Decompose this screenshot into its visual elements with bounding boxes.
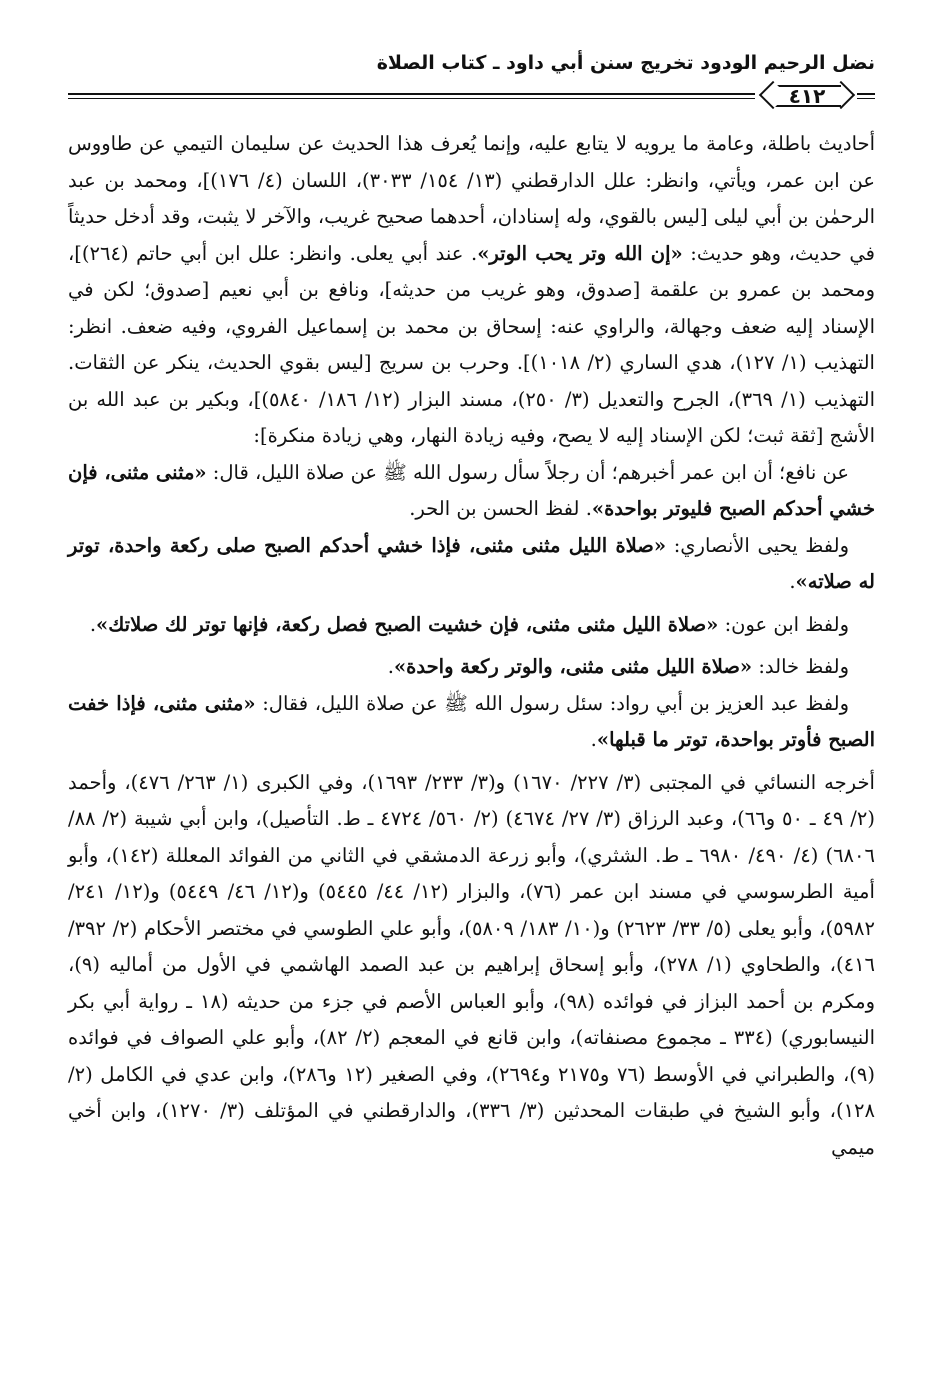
text-segment: أخرجه النسائي في المجتبى (٣/ ٢٢٧/ ١٦٧٠) و(٣/ ٢٣٣/ ١٦٩٣)، وفي الكبرى (١/ ٢٦٣/ ٤٧٦)، وأحمد (٢/ ٤٩ ـ ٥٠ و٦٦)، وعبد الرزاق (٣/ ٢٧/ ٤٦٧٤) (٢/ ٥٦٠/ ٤٧٢٤ ـ ط. التأصيل)، وابن أبي شيبة (٢/ ٨٨/ ٦٨٠٦) (٤/ ٤٩٠/ ٦٩٨٠ ـ ط. الشثري)، وأبو زرعة الدمشقي في الثاني من الفوائد المعللة (١٤٢)، وأبو أمية الطرسوسي في مسند ابن عمر (٧٦)، والبزار (١٢/ ٤٤/ ٥٤٤٥) و(١٢/ ٤٦/ ٥٤٤٩) و(١٢/ ٢٤١/ ٥٩٨٢)، وأبو يعلى (٥/ ٣٣/ ٢٦٢٣) و(١٠/ ١٨٣/ ٥٨٠٩)، وأبو علي الطوسي في مختصر الأحكام (٢/ ٣٩٢/ ٤١٦)، والطحاوي (١/ ٢٧٨)، وأبو إسحاق إبراهيم بن عبد الصمد الهاشمي في الأول من أماليه (٩)، ومكرم بن أحمد البزاز في فوائده (٩٨)، وأبو العباس الأصم في جزء من حديثه (١٨ ـ رواية أبي بكر النيسابوري) (٣٣٤ ـ مجموع مصنفاته)، وابن قانع في المعجم (٢/ ٨٢)، وأبو علي الصواف في فوائده (٩)، والطبراني في الأوسط (٧٦ و٢١٧٥ و٢٦٩٤)، وفي الصغير (١٢ و٢٨٦)، وابن عدي في الكامل (٢/ ١٢٨)، وأبو الشيخ في طبقات المحدثين (٣/ ٣٣٦)، والدارقطني في المؤتلف (٣/ ١٢٧٠)، وابن أخي ميمي — [68, 770, 876, 1159]
running-header — [68, 48, 875, 76]
book-title: نضل الرحيم الودود تخريج سنن أبي داود ـ كتاب الصلاة — [376, 52, 875, 74]
text-segment: . عند أبي يعلى. وانظر: علل ابن أبي حاتم (٢٦٤)]، ومحمد بن عمرو بن علقمة [صدوق، وهو غريب من حديثه]، ونافع بن أبي نعيم [صدوق؛ لكن في الإسناد إليه ضعف وجهالة، والراوي عنه: إسحاق بن محمد بن إسماعيل الفروي، وفيه ضعف. انظر: التهذيب (١/ ١٢٧)، هدي الساري (٢/ ١٠١٨)]. وحرب بن سريج [ليس بقوي الحديث، ينكر عن الثقات. التهذيب (١/ ٣٦٩)، الجرح والتعديل (٣/ ٢٥٠)، مسند البزار (١٢/ ١٨٦/ ٥٨٤٠)]، وبكير بن عبد الله بن الأشج [ثقة ثبت؛ لكن الإسناد إليه لا يصح، وفيه زيادة النهار، وهي زيادة منكرة]: — [68, 241, 875, 447]
text-segment: عن نافع؛ أن ابن عمر أخبرهم؛ أن رجلاً سأل رسول الله ﷺ عن صلاة الليل، قال: — [206, 460, 850, 484]
main-text — [68, 126, 875, 1166]
text-segment: ولفظ خالد: — [752, 655, 849, 678]
header-rule — [68, 82, 875, 112]
text-segment: أحاديث باطلة، وعامة ما يرويه لا يتابع عليه، وإنما يُعرف هذا الحديث عن سليمان التيمي عن طاووس عن ابن عمر، ويأتي، وانظر: علل الدارقطني (١٣/ ١٥٤/ ٣٠٣٣)، اللسان (٤/ ١٧٦)]، ومحمد بن عبد الرحمٰن بن أبي ليلى [ليس بالقوي، وله إسنادان، أحدهما صحيح غريب، والآخر لا يثبت، وقد أدخل حديثاً في حديث، وهو حديث: — [68, 132, 875, 265]
text-segment: . لفظ الحسن بن الحر. — [409, 497, 592, 520]
text-segment: ولفظ عبد العزيز بن أبي رواد: سئل رسول الله ﷺ عن صلاة الليل، فقال: — [255, 691, 849, 715]
hadith-quote: «صلاة الليل مثنى مثنى، والوتر ركعة واحدة» — [393, 655, 753, 678]
hadith-quote: «مثنى مثنى، فإن خشي أحدكم الصبح فليوتر بواحدة» — [68, 460, 875, 520]
hadith-quote: «صلاة الليل مثنى مثنى، فإن خشيت الصبح فصل ركعة، فإنها توتر لك صلاتك» — [96, 612, 719, 636]
paragraph-wording-ibn-awn — [68, 607, 875, 644]
text-segment: ولفظ ابن عون: — [718, 612, 849, 636]
paragraph-wording-khalid — [68, 649, 875, 686]
text-segment: . — [387, 655, 394, 678]
hadith-quote: «مثنى مثنى، فإذا خفت الصبح فأوتر بواحدة، توتر ما قبلها» — [68, 691, 875, 751]
text-segment: . — [789, 570, 796, 593]
hadith-quote: «صلاة الليل مثنى مثنى، فإذا خشي أحدكم الصبح صلى ركعة واحدة، توتر له صلاته» — [68, 533, 875, 593]
page-number: ٤١٢ — [788, 84, 826, 108]
paragraph-wording-abdulaziz — [68, 686, 875, 759]
text-segment: ولفظ يحيى الأنصاري: — [666, 533, 849, 557]
paragraph-wording-yahya — [68, 528, 875, 601]
paragraph-narrators — [68, 126, 875, 455]
text-segment: . — [590, 728, 597, 751]
hadith-quote: «إن الله وتر يحب الوتر» — [477, 241, 683, 265]
paragraph-hadith-main — [68, 455, 875, 528]
paragraph-takhrij — [68, 765, 875, 1167]
text-segment: . — [89, 612, 97, 636]
book-page — [68, 48, 875, 1356]
page-number-badge — [761, 82, 853, 110]
